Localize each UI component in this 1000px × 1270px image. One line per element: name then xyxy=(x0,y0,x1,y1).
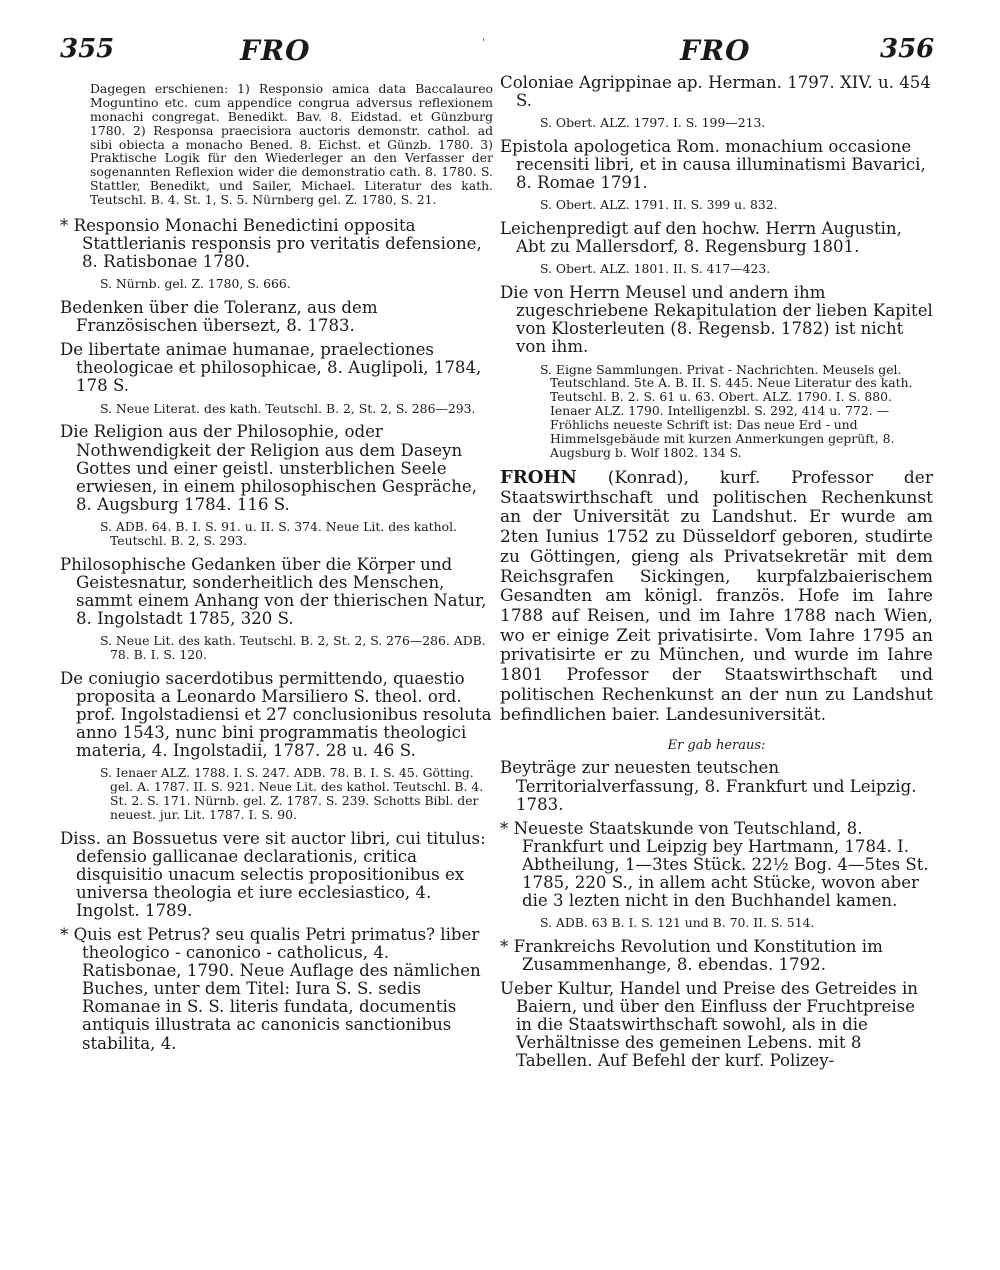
bibliography-entry: Diss. an Bossuetus vere sit auctor libri, cui titulus: defensio gallicanae declarationis, critica disquisitio unacum selectis propositionibus ex universa theologia et iure ecclesiastico, 4. Ingolst. 1789. xyxy=(60,828,486,920)
entry-reference: S. Eigne Sammlungen. Privat - Nachrichten. Meusels gel. Teutschland. 5te A. B. II. S. 445. Neue Literatur des kath. Teutschl. B. 2. S. 61 u. 63. Obert. ALZ. 1790. I. S. 880. Ienaer ALZ. 1790. Intelligenzbl. S. 292, 414 u. 772. — Fröhlichs neueste Schrift ist: Das neue Erd - und Himmelsgebäude mit kurzen Anmerkungen geprüft, 8. Augsburg b. Wolf 1802. 134 S. xyxy=(540,361,913,460)
bibliography-entry: Philosophische Gedanken über die Körper und Geistesnatur, sonderheitlich des Menschen, sammt einem Anhang von der thierischen Natur, 8. Ingolstadt 1785, 320 S. xyxy=(60,554,487,628)
work-entry: Ueber Kultur, Handel und Preise des Getreides in Baiern, und über den Einfluss der Fruchtpreise in die Staatswirthschaft sowohl, als in die Verhältnisse des gemeinen Lebens. mit 8 Tabellen. Auf Befehl der kurf. Polizey- xyxy=(500,979,918,1071)
entry-reference: S. Obert. ALZ. 1791. II. S. 399 u. 832. xyxy=(540,197,778,213)
left-page-number: 355 xyxy=(60,34,115,64)
right-headword: FRO xyxy=(680,34,751,67)
bibliography-entry: Die Religion aus der Philosophie, oder Nothwendigkeit der Religion aus dem Daseyn Gottes und einer geistl. unsterblichen Seele erwiesen, in einem philosophischen Gespräche, 8. Augsburg 1784. 116 S. xyxy=(60,422,477,514)
right-column xyxy=(500,74,933,1076)
entry-reference: S. Ienaer ALZ. 1788. I. S. 247. ADB. 78. B. I. S. 45. Götting. gel. A. 1787. II. S. 921. Neue Lit. des kathol. Teutschl. B. 4. St. 2. S. 171. Nürnb. gel. Z. 1787. S. 239. Schotts Bibl. der neuest. jur. Lit. 1787. I. S. 90. xyxy=(100,765,484,822)
bibliography-entry: De libertate animae humanae, praelectiones theologicae et philosophicae, 8. Auglipoli, 1784, 178 S. xyxy=(60,340,482,396)
entry-reference: S. ADB. 64. B. I. S. 91. u. II. S. 374. Neue Lit. des kathol. Teutschl. B. 2, S. 293. xyxy=(100,518,457,548)
left-headword: FRO xyxy=(240,34,311,67)
right-page-number: 356 xyxy=(880,34,935,64)
gutter-mark: ' xyxy=(482,36,486,50)
work-entry: * Frankreichs Revolution und Konstitution im Zusammenhange, 8. ebendas. 1792. xyxy=(500,936,883,975)
left-column xyxy=(60,74,493,1059)
dagegen-note: Dagegen erschienen: 1) Responsio amica data Baccalaureo Moguntino etc. cum appendice congrua adversus reflexionem monachi congregat. Benedikt. Bav. 8. Eidstad. et Günzburg 1780. 2) Responsa praecisiora auctoris demonstr. cathol. ad sibi obiecta a monacho Bened. 8. Eichst. et Günzb. 1780. 3) Praktische Logik für den Wiederleger an den Verfasser der sogenannten Reflexion wider die demonstratio cath. 8. 1780. S. Stattler, Benedikt, und Sailer, Michael. Literatur des kath. Teutschl. B. 4. St. 1, S. 5. Nürnberg gel. Z. 1780, S. 21. xyxy=(90,81,493,208)
works-subheading: Er gab heraus: xyxy=(667,738,766,754)
entry-reference: S. Obert. ALZ. 1797. I. S. 199—213. xyxy=(540,115,766,131)
bibliography-entry: Bedenken über die Toleranz, aus dem Französischen übersezt, 8. 1783. xyxy=(60,298,378,336)
biography-name: FROHN xyxy=(500,466,577,488)
work-entry: * Neueste Staatskunde von Teutschland, 8. Frankfurt und Leipzig bey Hartmann, 1784. I. Abtheilung, 1—3tes Stück. 22½ Bog. 4—5tes St. 1785, 220 S., in allem acht Stücke, wovon aber die 3 lezten nicht in den Buchhandel kamen. xyxy=(500,818,929,910)
bibliography-entry: Epistola apologetica Rom. monachium occasione recensiti libri, et in causa illuminatismi Bavarici, 8. Romae 1791. xyxy=(500,137,926,193)
bibliography-entry: Leichenpredigt auf den hochw. Herrn Augustin, Abt zu Mallersdorf, 8. Regensburg 1801. xyxy=(500,219,902,257)
bibliography-entry: Die von Herrn Meusel und andern ihm zugeschriebene Rekapitulation der lieben Kapitel von Klosterleuten (8. Regensb. 1782) ist nicht von ihm. xyxy=(500,283,933,357)
entry-reference: S. Neue Lit. des kath. Teutschl. B. 2, St. 2, S. 276—286. ADB. 78. B. I. S. 120. xyxy=(100,632,486,662)
biography-paragraph xyxy=(500,468,933,726)
bibliography-entry: Coloniae Agrippinae ap. Herman. 1797. XIV. u. 454 S. xyxy=(500,73,931,111)
bibliography-entry: De coniugio sacerdotibus permittendo, quaestio proposita a Leonardo Marsiliero S. theol. ord. prof. Ingolstadiensi et 27 conclusionibus resoluta anno 1543, nunc bini programmatis theologici materia, 4. Ingolstadii, 1787. 28 u. 46 S. xyxy=(60,668,492,760)
bibliography-entry: * Quis est Petrus? seu qualis Petri primatus? liber theologico - canonico - catholicus, 4. Ratisbonae, 1790. Neue Auflage des nämlichen Buches, unter dem Titel: Iura S. S. sedis Romanae in S. S. literis fundata, documentis antiquis illustrata ac canonicis sanctionibus stabilita, 4. xyxy=(60,925,481,1053)
entry-reference: S. Neue Literat. des kath. Teutschl. B. 2, St. 2, S. 286—293. xyxy=(100,400,476,416)
biography-text: (Konrad), kurf. Professor der Staatswirthschaft und politischen Rechenkunst an der Universität zu Landshut. Er wurde am 2ten Iunius 1752 zu Düsseldorf geboren, studirte zu Göttingen, gieng als Privatsekretär mit dem Reichsgrafen Sickingen, kurpfalzbaierischem Gesandten am königl. französ. Hofe im Iahre 1788 auf Reisen, und im Iahre 1788 nach Wien, wo er einige Zeit privatisirte. Vom Iahre 1795 an privatisirte er zu München, und wurde im Iahre 1801 Professor der Staatswirthschaft und politischen Rechenkunst an der nun zu Landshut befindlichen baier. Landesuniversität. xyxy=(500,467,933,725)
entry-reference: S. Nürnb. gel. Z. 1780, S. 666. xyxy=(100,276,291,292)
entry-reference: S. ADB. 63 B. I. S. 121 und B. 70. II. S. 514. xyxy=(540,915,815,931)
bibliography-entry: * Responsio Monachi Benedictini opposita Stattlerianis responsis pro veritatis defensione, 8. Ratisbonae 1780. xyxy=(60,216,482,272)
work-entry: Beyträge zur neuesten teutschen Territorialverfassung, 8. Frankfurt und Leipzig. 1783. xyxy=(500,758,917,814)
entry-reference: S. Obert. ALZ. 1801. II. S. 417—423. xyxy=(540,261,771,277)
